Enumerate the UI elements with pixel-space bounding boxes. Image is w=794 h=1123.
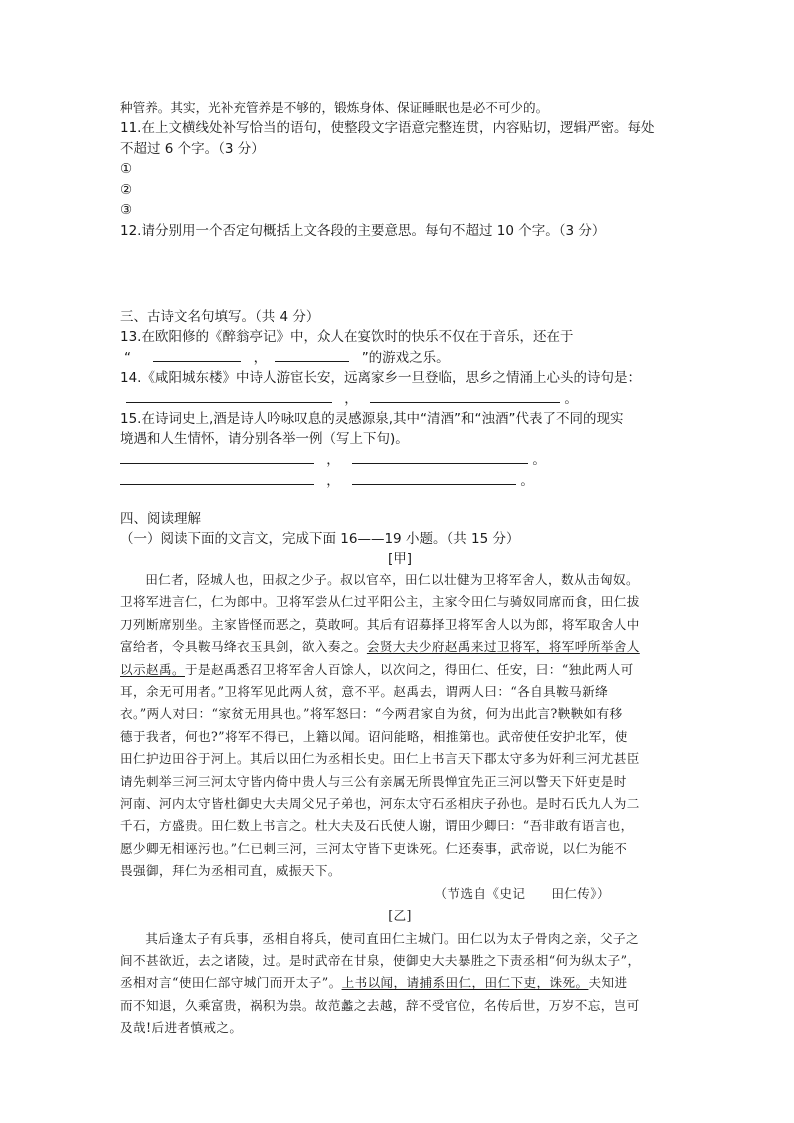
jia-line-11: 河南、河内太守皆杜御史大夫周父兄子弟也，河东太守石丞相庆子孙也。是时石氏九人为二 [120,796,640,812]
q15-sep-2: ， [326,473,340,489]
q13-close: ”的游戏之乐。 [361,350,450,366]
jia-line-2: 卫将军进言仁，仁为郎中。卫将军尝从仁过平阳公主，主家令田仁与骑奴同席而食，田仁拔 [120,594,640,610]
q13-blank-1[interactable] [153,347,241,362]
answer-space-12[interactable] [120,241,680,307]
q13-blanks [120,347,680,368]
yi-underlined: 上书以闻，请捕系田仁，田仁下吏，诛死。 [341,975,589,991]
q15-blanks-1 [120,449,680,470]
jia-underlined-2: 以示赵禹。 [120,661,185,677]
yi-line-3 [120,972,680,994]
jia-line-6: 耳，余无可用者。”卫将军见此两人贫，意不平。赵禹去，谓两人曰：“各自具鞍马新绛 [120,684,609,700]
jia-line-4a: 富给者，令具鞍马绛衣玉具剑，欲入奏之。 [120,639,367,655]
section-3 [120,307,680,491]
q13-sep: ， [253,350,268,366]
jia-line-12: 千石，方盛贵。田仁数上书言之。杜大夫及石氏使人谢，谓田少卿曰：“吾非敢有语言也， [120,818,634,834]
q14-end: 。 [564,391,578,407]
exam-page [120,98,680,1040]
q15-text-1: 15.在诗词史上,酒是诗人吟咏叹息的灵感源泉,其中“清酒”和“浊酒”代表了不同的现实 [120,411,624,427]
jia-line-5 [120,659,680,681]
answer-mark-2[interactable]: ② [120,181,133,198]
jia-line-14: 畏强御，拜仁为丞相司直，威振天下。 [120,863,341,879]
q15-end-2: 。 [520,473,534,489]
q15-sep-1: ， [326,452,340,468]
q15-blank-2[interactable] [352,449,528,464]
section-4-title: 四、阅读理解 [120,511,201,527]
section-4-sub: （一）阅读下面的文言文，完成下面 16——19 小题。（共 15 分） [120,531,520,547]
q15-text-2: 境遇和人生情怀，请分别各举一例（写上下句)。 [120,431,409,447]
jia-line-1: 田仁者，陉城人也，田叔之少子。叔以官卒，田仁以壮健为卫将军舍人，数从击匈奴。 [145,572,639,587]
q13-text: 13.在欧阳修的《醉翁亭记》中，众人在宴饮时的快乐不仅在于音乐，还在于 [120,329,574,345]
q13-open-quote: “ [124,350,131,366]
yi-line-4: 而不知退，久乘富贵，祸积为祟。故范蠡之去越，辞不受官位，名传后世，万岁不忘，岂可 [120,997,640,1013]
q11-text-2: 不超过 6 个字。（3 分） [120,140,265,157]
q15-blank-1[interactable] [120,449,314,464]
q13-blank-2[interactable] [275,347,349,362]
jia-underlined-1: 会贤大夫少府赵禹来过卫将军，将军呼所举舍人 [366,639,640,655]
q14-text: 14.《咸阳城东楼》中诗人游宦长安，远离家乡一旦登临，思乡之情涌上心头的诗句是： [120,370,641,386]
q15-blank-4[interactable] [352,470,516,485]
yi-line-3a: 丞相对言“使田仁部守城门而开太子”。 [120,975,342,991]
q14-blank-2[interactable] [370,388,560,403]
jia-line-10: 请先刺举三河三河太守皆内倚中贵人与三公有亲属无所畏惮宜先正三河以警天下奸吏是时 [120,773,627,789]
jia-line-13: 愿少卿无相诬污也。”仁已刺三河，三河太守皆下吏诛死。仁还奏事，武帝说，以仁为能不 [120,840,628,856]
q15-end-1: 。 [532,452,546,468]
jia-line-5b: 于是赵禹悉召卫将军舍人百馀人，以次问之，得田仁、任安，曰：“独此两人可 [184,661,634,677]
yi-heading: [乙] [388,908,412,924]
jia-source: （节选自《史记 田仁传》） [434,885,610,901]
jia-line-3: 刀列断席别坐。主家皆怪而恶之，莫敢呵。其后有诏募择卫将军舍人以为郎，将军取舍人中 [120,616,640,632]
q15-blank-3[interactable] [120,470,314,485]
jia-line-4 [120,636,680,658]
q15-blanks-2 [120,470,680,491]
passage-jia [120,569,680,1040]
q11-text-1: 11.在上文横线处补写恰当的语句，使整段文字语意完整连贯，内容贴切，逻辑严密。每处 [120,120,655,136]
yi-line-2: 间不甚欲近，去之诸陵，过。是时武帝在甘泉，使御史大夫暴胜之下责丞相“何为纵太子”， [120,952,641,968]
question-12: 12.请分别用一个否定句概括上文各段的主要意思。每句不超过 10 个字。（3 分） [120,222,606,239]
yi-line-5: 及哉!后进者慎戒之。 [120,1020,243,1036]
jia-line-9: 田仁护边田谷于河上。其后以田仁为丞相长史。田仁上书言天下郡太守多为奸利三河尤甚臣 [120,751,640,767]
answer-mark-3[interactable]: ③ [120,202,133,218]
yi-line-3b: 夫知进 [588,975,628,991]
q14-sep: ， [344,391,358,407]
intro-line: 种管养。其实，光补充管养是不够的，锻炼身体、保证睡眠也是必不可少的。 [120,100,549,115]
jia-line-7: 衣。”两人对曰：“家贫无用具也。”将军怒曰：“今两君家自为贫，何为出此言?鞅鞅如有移 [120,706,623,722]
question-11 [120,118,680,221]
section-4 [120,509,680,569]
answer-mark-1[interactable]: ① [120,161,133,177]
section-3-title: 三、古诗文名句填写。（共 4 分） [120,309,320,325]
q14-blank-1[interactable] [126,388,332,403]
q14-blanks [120,388,680,409]
yi-line-1: 其后逢太子有兵事，丞相自将兵，使司直田仁主城门。田仁以为太子骨肉之亲，父子之 [145,930,639,946]
jia-heading: [甲] [387,551,413,567]
jia-line-8: 德于我者，何也?”将军不得已，上籍以闻。诏问能略，相推第也。武帝使任安护北军，使 [120,728,628,744]
